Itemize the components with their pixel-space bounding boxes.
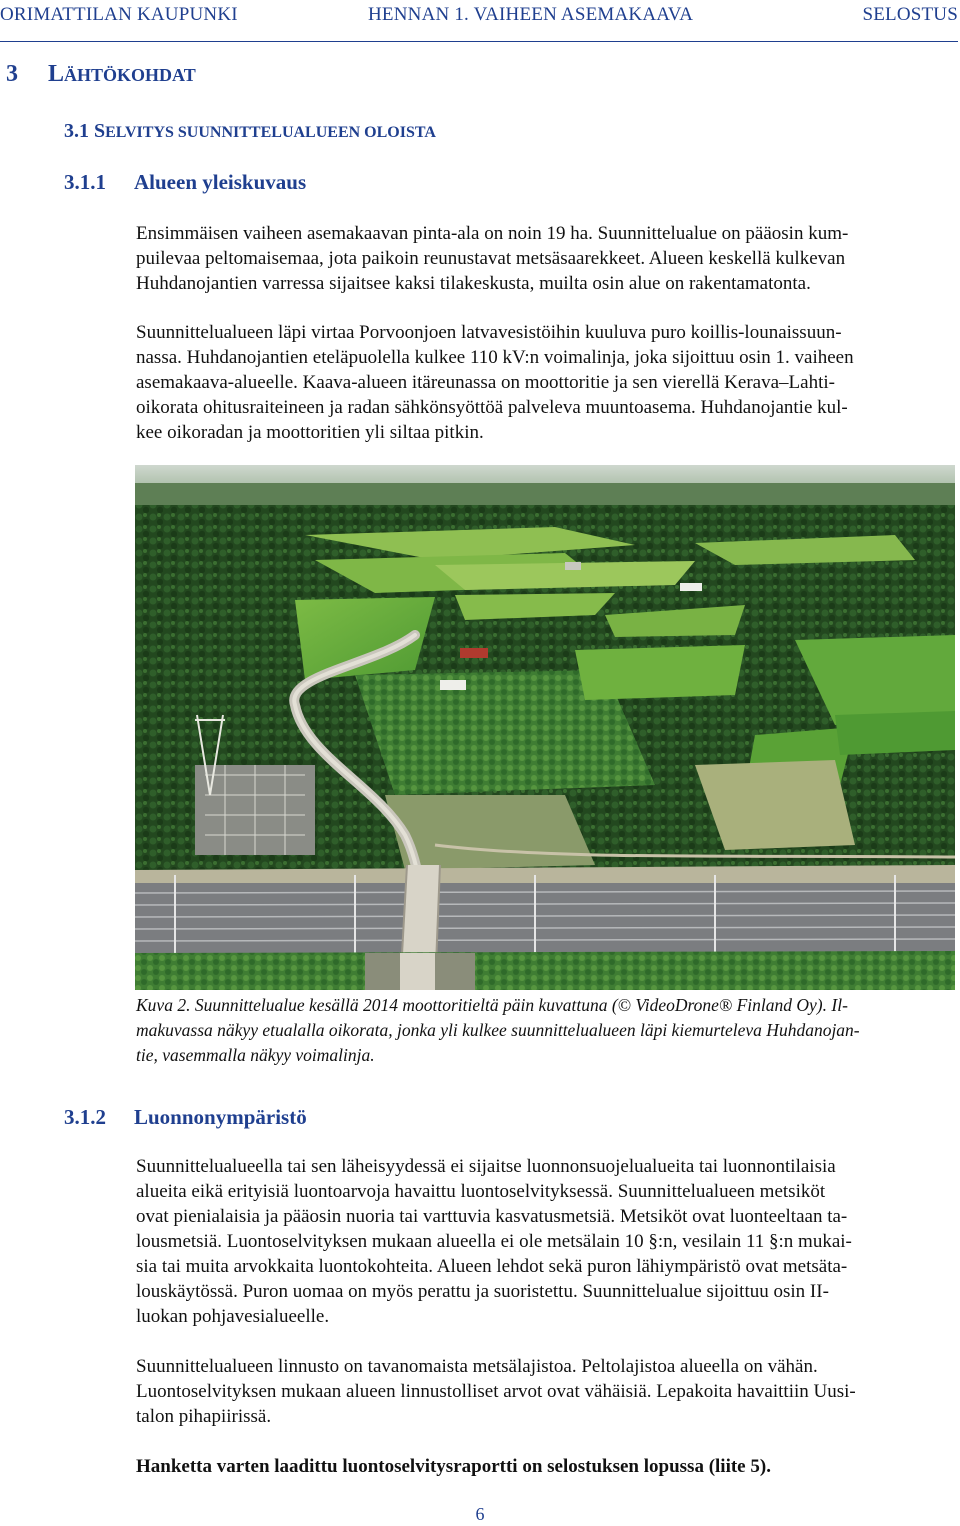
caption-line: Kuva 2. Suunnittelualue kesällä 2014 moottoritieltä päin kuvattuna (© VideoDrone® Finland Oy). Il- (136, 995, 848, 1015)
section-title-initial: L (48, 61, 65, 87)
paragraph-nature-1 (136, 1154, 956, 1329)
caption-line: makuvassa näkyy etualalla oikorata, jonka yli kulkee suunnittelualueen läpi kiemurteleva Huhdanojan- (136, 1020, 860, 1040)
text-line: sia tai muita arvokkaita luontokohteita. Alueen lehdot sekä puron lähiympäristö ovat metsäta- (136, 1256, 848, 1277)
text-line: nassa. Huhdanojantien eteläpuolella kulkee 110 kV:n voimalinja, joka sijoittuu osin 1. vaiheen (136, 347, 854, 368)
heading-3-1-1-title: Alueen yleiskuvaus (134, 170, 307, 194)
aerial-photo (135, 465, 955, 990)
text-line: puilevaa peltomaisemaa, jota paikoin reunustavat metsäsaarekkeet. Alueen keskellä kulkevan (136, 248, 846, 269)
caption-line: tie, vasemmalla näkyy voimalinja. (136, 1045, 375, 1065)
heading-3-1-1 (64, 170, 306, 195)
text-line: kee oikoradan ja moottoritien yli siltaa pitkin. (136, 422, 484, 443)
subsection-title-rest: ELVITYS SUUNNITTELUALUEEN OLOISTA (105, 124, 436, 141)
figure-caption (136, 993, 956, 1068)
page-number: 6 (475, 1504, 485, 1524)
section-title-rest: ÄHTÖKOHDAT (64, 65, 196, 85)
text-line: asemakaava-alueelle. Kaava-alueen itäreunassa on moottoritie ja sen vierellä Kerava–Lahti- (136, 372, 835, 393)
text-line: Luontoselvityksen mukaan alueen linnustolliset arvot ovat vähäisiä. Lepakoita havaittiin Uusi- (136, 1381, 856, 1402)
text-line: luokan pohjavesialueelle. (136, 1306, 330, 1327)
paragraph-overview-2 (136, 320, 956, 445)
text-line: Ensimmäisen vaiheen asemakaavan pinta-ala on noin 19 ha. Suunnittelualue on pääosin kum- (136, 223, 849, 244)
heading-3-1-2-title: Luonnonympäristö (134, 1105, 307, 1129)
text-line: Suunnittelualueella tai sen läheisyydessä ei sijaitse luonnonsuojelualueita tai luonnontilaisia (136, 1156, 836, 1177)
paragraph-overview-1 (136, 221, 956, 296)
header-divider (0, 41, 958, 42)
heading-3-1-1-number: 3.1.1 (64, 170, 106, 194)
subsection-heading (64, 120, 436, 143)
text-line: lousmetsiä. Luontoselvityksen mukaan alueella ei ole metsälain 10 §:n, vesilain 11 §:n mukai- (136, 1231, 852, 1252)
text-line: Huhdanojantien varressa sijaitsee kaksi tilakeskusta, muilta osin alue on rakentamatonta. (136, 273, 811, 294)
paragraph-nature-2 (136, 1354, 956, 1429)
section-heading (6, 61, 196, 88)
paragraph-report-note (136, 1454, 956, 1479)
text-line: louskäytössä. Puron uomaa on myös perattu ja suoristettu. Suunnittelualue sijoittuu osin II- (136, 1281, 829, 1302)
section-number: 3 (6, 61, 18, 87)
header-municipality: ORIMATTILAN KAUPUNKI (0, 4, 238, 25)
text-line: talon pihapiirissä. (136, 1406, 272, 1427)
heading-3-1-2-number: 3.1.2 (64, 1105, 106, 1129)
header-plan-name: HENNAN 1. VAIHEEN ASEMAKAAVA (368, 4, 694, 25)
text-line: Hanketta varten laadittu luontoselvitysraportti on selostuksen lopussa (liite 5). (136, 1456, 771, 1477)
subsection-number: 3.1 (64, 120, 89, 142)
text-line: ovat pienialaisia ja pääosin nuoria tai varttuvia kasvatusmetsiä. Metsiköt ovat luonteeltaan ta- (136, 1206, 848, 1227)
text-line: oikorata ohitusraiteineen ja radan sähkönsyöttöä palveleva muuntoasema. Huhdanojantie kul- (136, 397, 848, 418)
heading-3-1-2 (64, 1105, 307, 1130)
text-line: alueita eikä erityisiä luontoarvoja havaittu luontoselvityksessä. Suunnittelualueen metsiköt (136, 1181, 826, 1202)
header-doc-type: SELOSTUS (862, 4, 958, 25)
text-line: Suunnittelualueen linnusto on tavanomaista metsälajistoa. Peltolajistoa alueella on vähän. (136, 1356, 818, 1377)
aerial-photo-drawing (135, 465, 955, 990)
text-line: Suunnittelualueen läpi virtaa Porvoonjoen latvavesistöihin kuuluva puro koillis-lounaissuun- (136, 322, 842, 343)
subsection-title-initial: S (94, 120, 106, 142)
